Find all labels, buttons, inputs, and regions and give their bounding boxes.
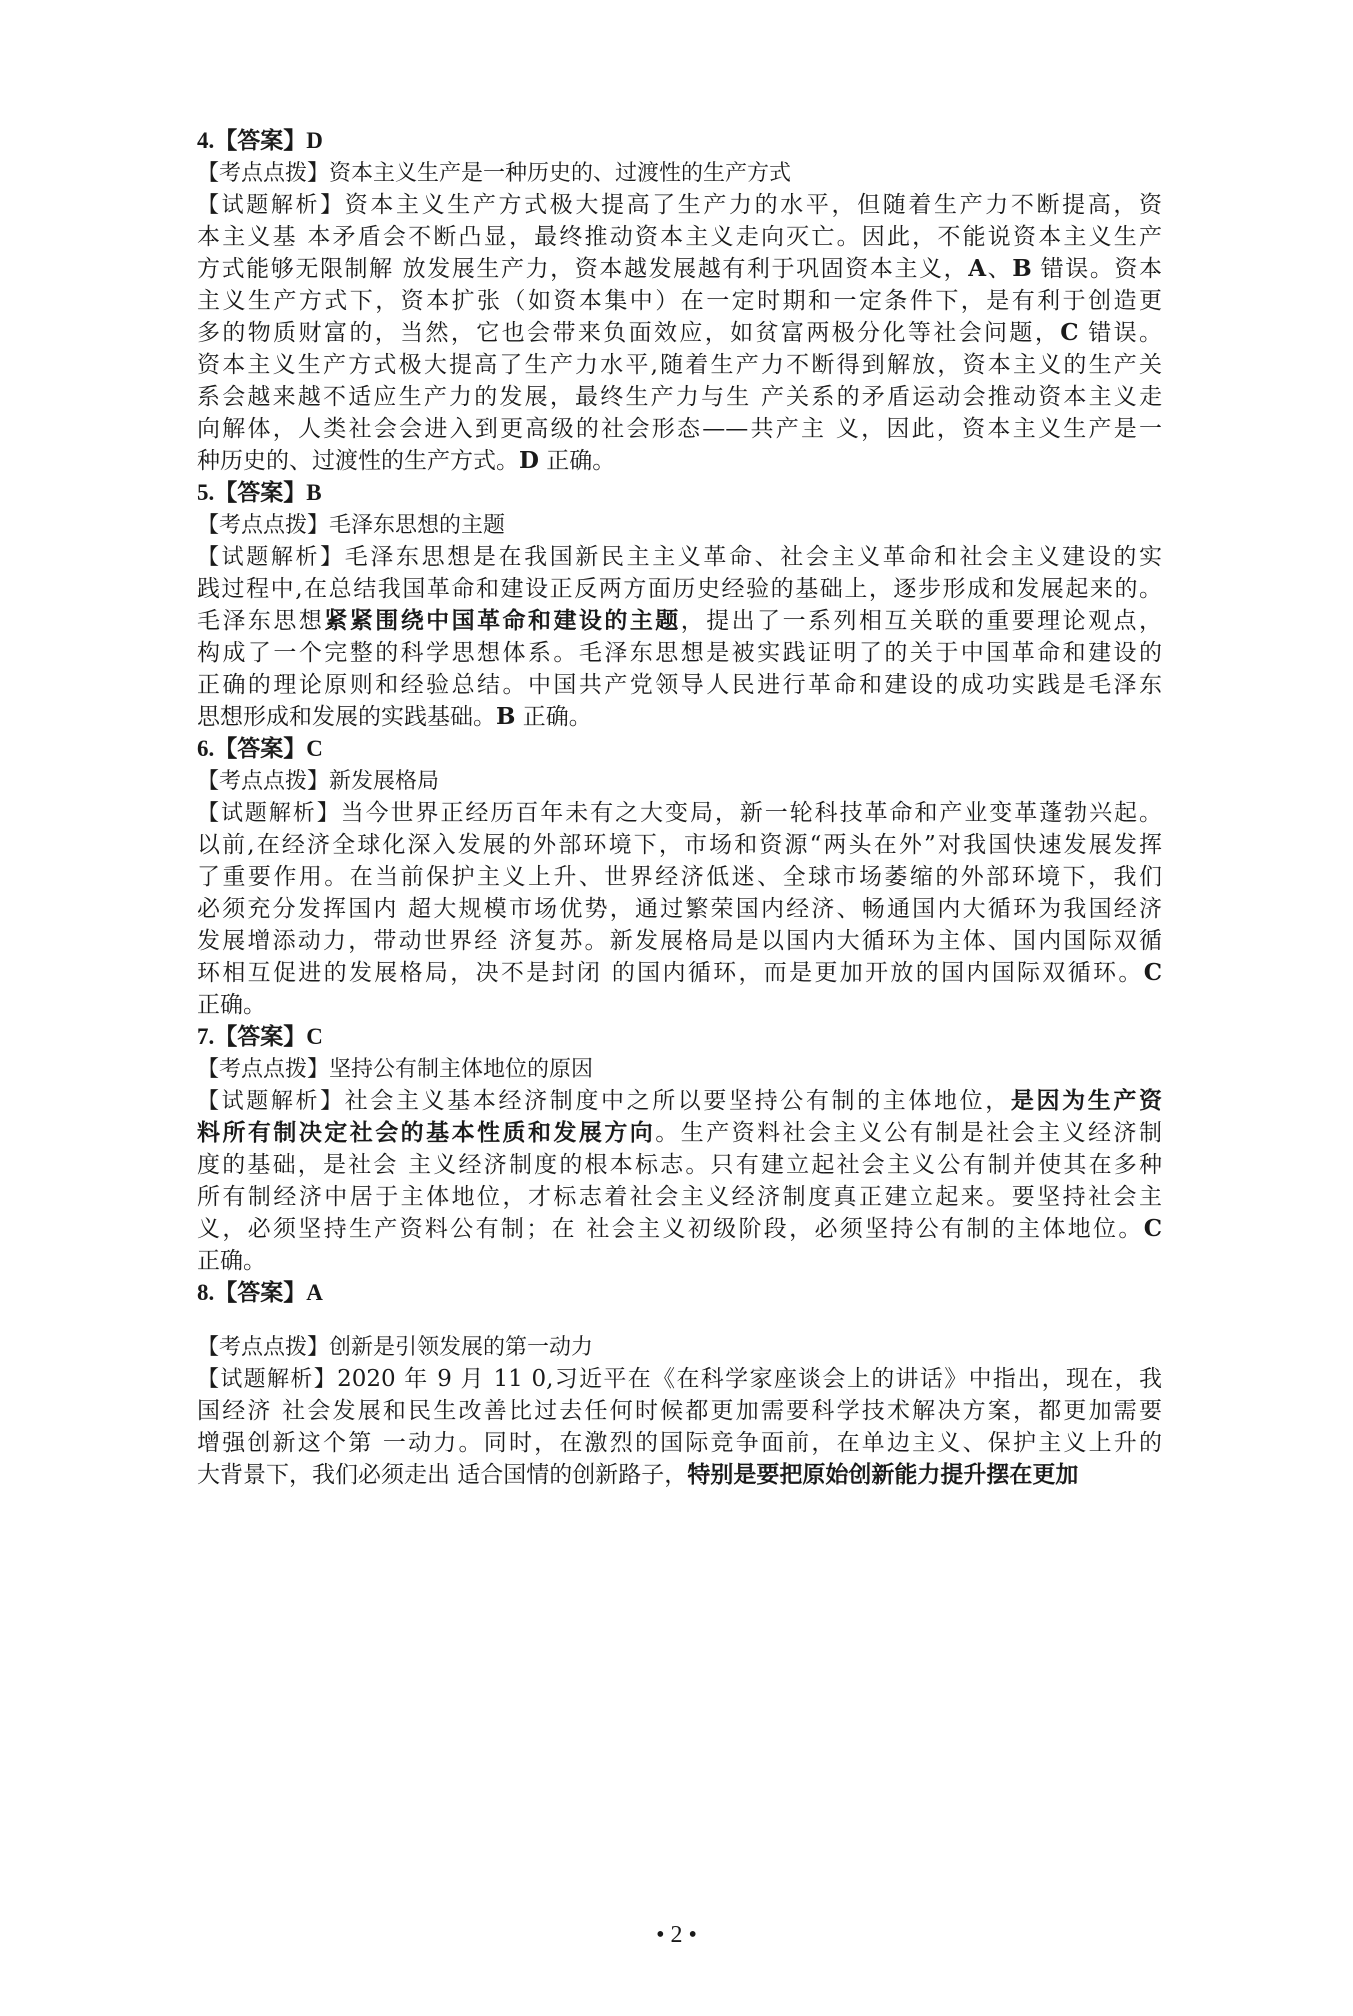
analysis-line: [197, 797, 1162, 829]
analysis-line: [197, 1149, 1162, 1181]
text-segment: 资本主义生产方式极大提高了生产力水平,随着生产力不断得到解放，资本主义的生产关: [197, 352, 1162, 378]
text-segment: 系会越来越不适应生产力的发展，最终生产力与生 产关系的矛盾运动会推动资本主义走: [197, 384, 1162, 410]
bold-text: 料所有制决定社会的基本性质和发展方向: [197, 1119, 656, 1146]
text-segment: 以前,在经济全球化深入发展的外部环境下，市场和资源“两头在外”对我国快速发展发挥: [197, 832, 1162, 858]
text-segment: 2020 年 9 月 11 0,习近平在《在科学家座谈会上的讲话》中指出，现在，我: [337, 1366, 1162, 1392]
text-segment: 、: [986, 256, 1013, 282]
key-point-label: 【考点点拨】: [197, 513, 330, 538]
page-number: • 2 •: [656, 1922, 697, 1948]
text-segment: 正确。: [197, 992, 266, 1018]
key-point-line: [197, 765, 1162, 797]
analysis-line: [197, 285, 1162, 317]
text-segment: 毛泽东思想: [197, 608, 325, 634]
bold-text: C: [1060, 319, 1079, 346]
bold-text: D: [519, 447, 539, 474]
analysis-line: [197, 541, 1162, 573]
analysis-label: 【试题解析】: [197, 1367, 338, 1392]
text-segment: 多的物质财富的，当然，它也会带来负面效应，如贫富两极分化等社会问题，: [197, 320, 1061, 346]
analysis-label: 【试题解析】: [197, 801, 341, 826]
analysis-line: [197, 1395, 1162, 1427]
text-segment: 正确。: [538, 448, 616, 474]
question-block: [197, 1277, 1162, 1491]
text-segment: 所有制经济中居于主体地位，才标志着社会主义经济制度真正建立起来。要坚持社会主: [197, 1184, 1162, 1210]
question-block: [197, 125, 1162, 477]
analysis-line: [197, 605, 1162, 637]
bold-text: 是因为生产资: [1010, 1087, 1162, 1114]
text-segment: 社会主义基本经济制度中之所以要坚持公有制的主体地位，: [344, 1088, 1011, 1114]
text-segment: 必须充分发挥国内 超大规模市场优势，通过繁荣国内经济、畅通国内大循环为我国经济: [197, 896, 1162, 922]
analysis-line: [197, 1459, 1162, 1491]
analysis-line: [197, 829, 1162, 861]
analysis-line: [197, 445, 1162, 477]
bold-text: B: [496, 703, 516, 730]
answer-line: 5.【答案】B: [197, 480, 322, 505]
text-segment: 义，必须坚持生产资料公有制；在 社会主义初级阶段，必须坚持公有制的主体地位。: [197, 1216, 1144, 1242]
analysis-line: [197, 349, 1162, 381]
key-point-label: 【考点点拨】: [197, 161, 330, 186]
analysis-line: [197, 221, 1162, 253]
answer-line: 7.【答案】C: [197, 1024, 323, 1049]
analysis-label: 【试题解析】: [197, 193, 345, 218]
text-segment: 了重要作用。在当前保护主义上升、世界经济低迷、全球市场萎缩的外部环境下，我们: [197, 864, 1162, 890]
bold-text: 特别是要把原始创新能力提升摆在更加: [687, 1461, 1079, 1488]
analysis-line: [197, 1181, 1162, 1213]
analysis-line: [197, 1427, 1162, 1459]
key-point-label: 【考点点拨】: [197, 769, 330, 794]
analysis-line: [197, 637, 1162, 669]
text-segment: 大背景下，我们必须走出 适合国情的创新路子，: [197, 1462, 688, 1488]
analysis-line: [197, 1245, 1162, 1277]
bold-text: B: [1012, 255, 1032, 282]
analysis-line: [197, 413, 1162, 445]
analysis-line: [197, 1085, 1162, 1117]
analysis-line: [197, 573, 1162, 605]
text-segment: 正确的理论原则和经验总结。中国共产党领导人民进行革命和建设的成功实践是毛泽东: [197, 672, 1162, 698]
text-segment: 方式能够无限制解 放发展生产力，资本越发展越有利于巩固资本主义，: [197, 256, 969, 282]
answer-line: 4.【答案】D: [197, 128, 323, 153]
key-point-line: [197, 1053, 1162, 1085]
text-segment: 错误。资本: [1031, 256, 1162, 282]
key-point-text: 坚持公有制主体地位的原因: [329, 1057, 594, 1082]
analysis-line: [197, 381, 1162, 413]
key-point-text: 毛泽东思想的主题: [329, 513, 506, 538]
key-point-line: [197, 509, 1162, 541]
text-segment: 。生产资料社会主义公有制是社会主义经济制: [655, 1120, 1162, 1146]
text-segment: 发展增添动力，带动世界经 济复苏。新发展格局是以国内大循环为主体、国内国际双循: [197, 928, 1162, 954]
analysis-line: [197, 893, 1162, 925]
key-point-label: 【考点点拨】: [197, 1057, 330, 1082]
text-segment: 度的基础，是社会 主义经济制度的根本标志。只有建立起社会主义公有制并使其在多种: [197, 1152, 1162, 1178]
question-block: [197, 1021, 1162, 1277]
analysis-line: [197, 317, 1162, 349]
analysis-label: 【试题解析】: [197, 1089, 345, 1114]
question-block: [197, 733, 1162, 1021]
analysis-line: [197, 957, 1162, 989]
analysis-line: [197, 189, 1162, 221]
analysis-line: [197, 1117, 1162, 1149]
question-block: [197, 477, 1162, 733]
text-segment: 思想形成和发展的实践基础。: [197, 704, 496, 730]
text-segment: 正确。: [515, 704, 592, 730]
answer-line: 8.【答案】A: [197, 1280, 323, 1305]
text-segment: 本主义基 本矛盾会不断凸显，最终推动资本主义走向灭亡。因此，不能说资本主义生产: [197, 224, 1162, 250]
analysis-line: [197, 1363, 1162, 1395]
answer-line: 6.【答案】C: [197, 736, 323, 761]
document-body: [197, 125, 1162, 1491]
text-segment: 向解体，人类社会会进入到更高级的社会形态——共产主 义，因此，资本主义生产是一: [197, 416, 1162, 442]
key-point-label: 【考点点拨】: [197, 1335, 330, 1360]
bold-text: A: [968, 255, 987, 282]
analysis-line: [197, 701, 1162, 733]
text-segment: 增强创新这个第 一动力。同时，在激烈的国际竞争面前，在单边主义、保护主义上升的: [197, 1430, 1162, 1456]
analysis-label: 【试题解析】: [197, 545, 345, 570]
key-point-text: 创新是引领发展的第一动力: [329, 1335, 594, 1360]
analysis-line: [197, 989, 1162, 1021]
text-segment: 构成了一个完整的科学思想体系。毛泽东思想是被实践证明了的关于中国革命和建设的: [197, 640, 1162, 666]
key-point-text: 新发展格局: [329, 769, 440, 794]
text-segment: 毛泽东思想是在我国新民主主义革命、社会主义革命和社会主义建设的实: [344, 544, 1162, 570]
analysis-line: [197, 925, 1162, 957]
text-segment: 国经济 社会发展和民生改善比过去任何时候都更加需要科学技术解决方案，都更加需要: [197, 1398, 1162, 1424]
analysis-line: [197, 861, 1162, 893]
text-segment: 践过程中,在总结我国革命和建设正反两方面历史经验的基础上，逐步形成和发展起来的。: [197, 576, 1162, 602]
key-point-line: [197, 157, 1162, 189]
text-segment: 主义生产方式下，资本扩张（如资本集中）在一定时期和一定条件下，是有利于创造更: [197, 288, 1162, 314]
text-segment: 资本主义生产方式极大提高了生产力的水平，但随着生产力不断提高，资: [344, 192, 1162, 218]
text-segment: ，提出了一系列相互关联的重要理论观点，: [680, 608, 1162, 634]
bold-text: 紧紧围绕中国革命和建设的主题: [324, 607, 681, 634]
key-point-line: [197, 1331, 1162, 1363]
bold-text: C: [1143, 1215, 1162, 1242]
text-segment: 错误。: [1078, 320, 1162, 346]
text-segment: 正确。: [197, 1248, 266, 1274]
key-point-text: 资本主义生产是一种历史的、过渡性的生产方式: [329, 161, 792, 186]
text-segment: 当今世界正经历百年未有之大变局，新一轮科技革命和产业变革蓬勃兴起。: [340, 800, 1162, 826]
analysis-line: [197, 669, 1162, 701]
analysis-line: [197, 253, 1162, 285]
text-segment: 环相互促进的发展格局，决不是封闭 的国内循环，而是更加开放的国内国际双循环。: [197, 960, 1144, 986]
analysis-line: [197, 1213, 1162, 1245]
bold-text: C: [1143, 959, 1162, 986]
text-segment: 种历史的、过渡性的生产方式。: [197, 448, 519, 474]
